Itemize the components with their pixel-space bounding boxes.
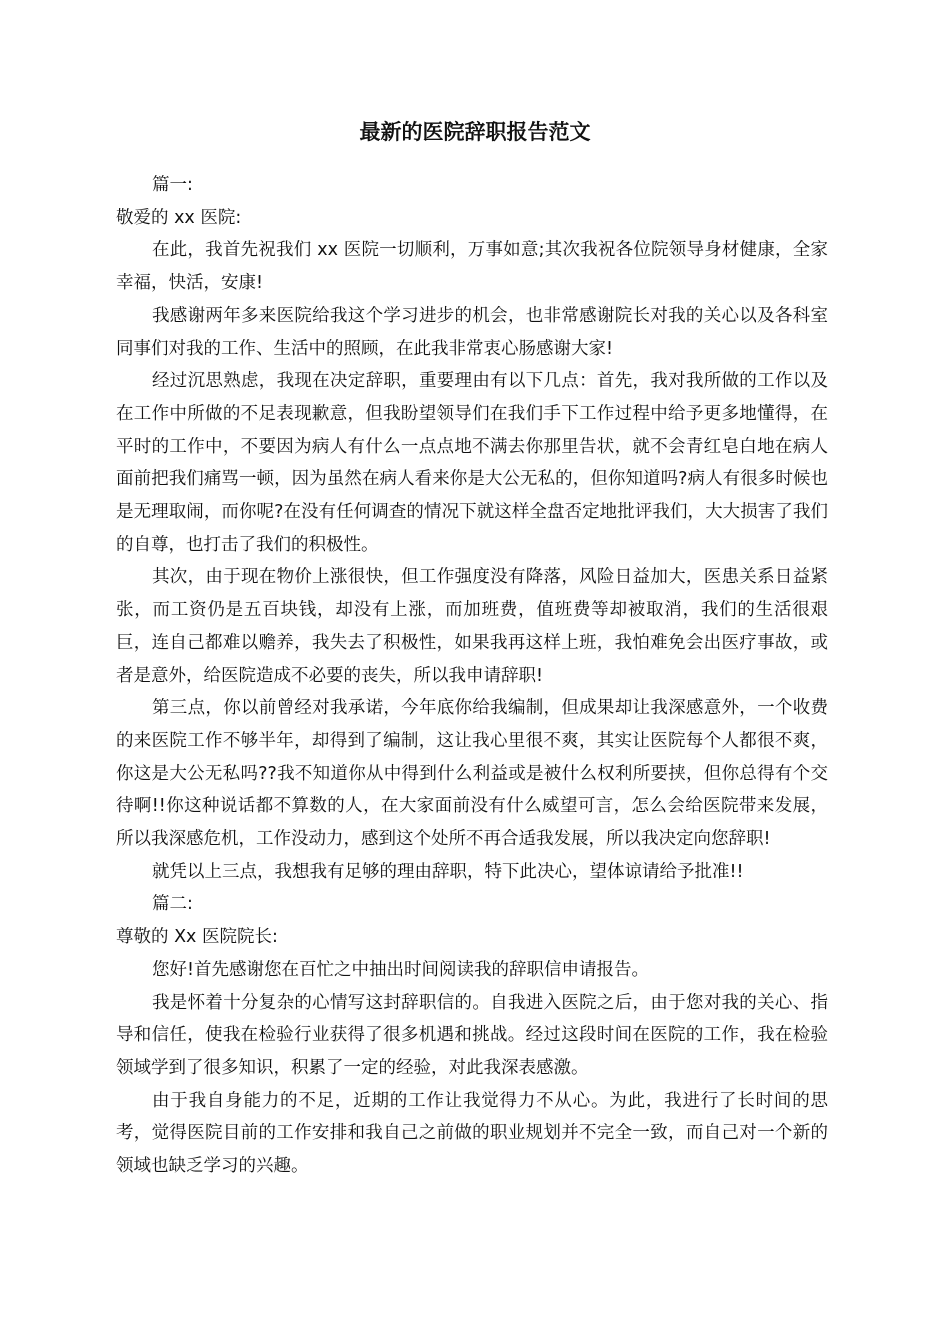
paragraph: 由于我自身能力的不足，近期的工作让我觉得力不从心。为此，我进行了长时间的思考，觉得医院目前的工作安排和我自己之前做的职业规划并不完全一致，而自己对一个新的领域也缺乏学习的兴趣。 [116, 1090, 828, 1177]
paragraph: 尊敬的 Xx 医院院长: [116, 927, 278, 948]
paragraph: 篇一: [152, 175, 193, 195]
paragraph: 篇二: [152, 894, 193, 915]
paragraph: 就凭以上三点，我想我有足够的理由辞职，特下此决心，望体谅请给予批准!! [152, 861, 744, 882]
paragraph: 敬爱的 xx 医院: [116, 207, 242, 228]
paragraph: 第三点，你以前曾经对我承诺，今年底你给我编制，但成果却让我深感意外，一个收费的来医院工作不够半年，却得到了编制，这让我心里很不爽，其实让医院每个人都很不爽，你这是大公无私吗??我不知道你从中得到什么利益或是被什么权利所要挟，但你总得有个交待啊!!你这种说话都不算数的人，在大家面前没有什么威望可言，怎么会给医院带来发展，所以我深感危机，工作没动力，感到这个处所不再合适我发展，所以我决定向您辞职! [116, 698, 828, 850]
paragraph: 我是怀着十分复杂的心情写这封辞职信的。自我进入医院之后，由于您对我的关心、指导和信任，使我在检验行业获得了很多机遇和挑战。经过这段时间在医院的工作，我在检验领域学到了很多知识，积累了一定的经验，对此我深表感激。 [116, 992, 828, 1078]
paragraph: 其次，由于现在物价上涨很快，但工作强度没有降落，风险日益加大，医患关系日益紧张，而工资仍是五百块钱，却没有上涨，而加班费，值班费等却被取消，我们的生活很艰巨，连自己都难以赡养，我失去了积极性，如果我再这样上班，我怕难免会出医疗事故，或者是意外，给医院造成不必要的丧失，所以我申请辞职! [116, 567, 828, 686]
document-title: 最新的医院辞职报告范文 [359, 120, 591, 144]
paragraph: 我感谢两年多来医院给我这个学习进步的机会，也非常感谢院长对我的关心以及各科室同事们对我的工作、生活中的照顾，在此我非常衷心肠感谢大家! [116, 305, 828, 359]
document-body [116, 169, 828, 1183]
paragraph: 您好!首先感谢您在百忙之中抽出时间阅读我的辞职信申请报告。 [152, 959, 650, 980]
paragraph: 经过沉思熟虑，我现在决定辞职，重要理由有以下几点：首先，我对我所做的工作以及在工作中所做的不足表现歉意，但我盼望领导们在我们手下工作过程中给予更多地懂得，在平时的工作中，不要因为病人有什么一点点地不满去你那里告状，就不会青红皂白地在病人面前把我们痛骂一顿，因为虽然在病人看来你是大公无私的，但你知道吗?病人有很多时候也是无理取闹，而你呢?在没有任何调查的情况下就这样全盘否定地批评我们，大大损害了我们的自尊，也打击了我们的积极性。 [116, 371, 828, 555]
paragraph: 在此，我首先祝我们 xx 医院一切顺利，万事如意;其次我祝各位院领导身材健康，全家幸福，快活，安康! [116, 240, 828, 294]
